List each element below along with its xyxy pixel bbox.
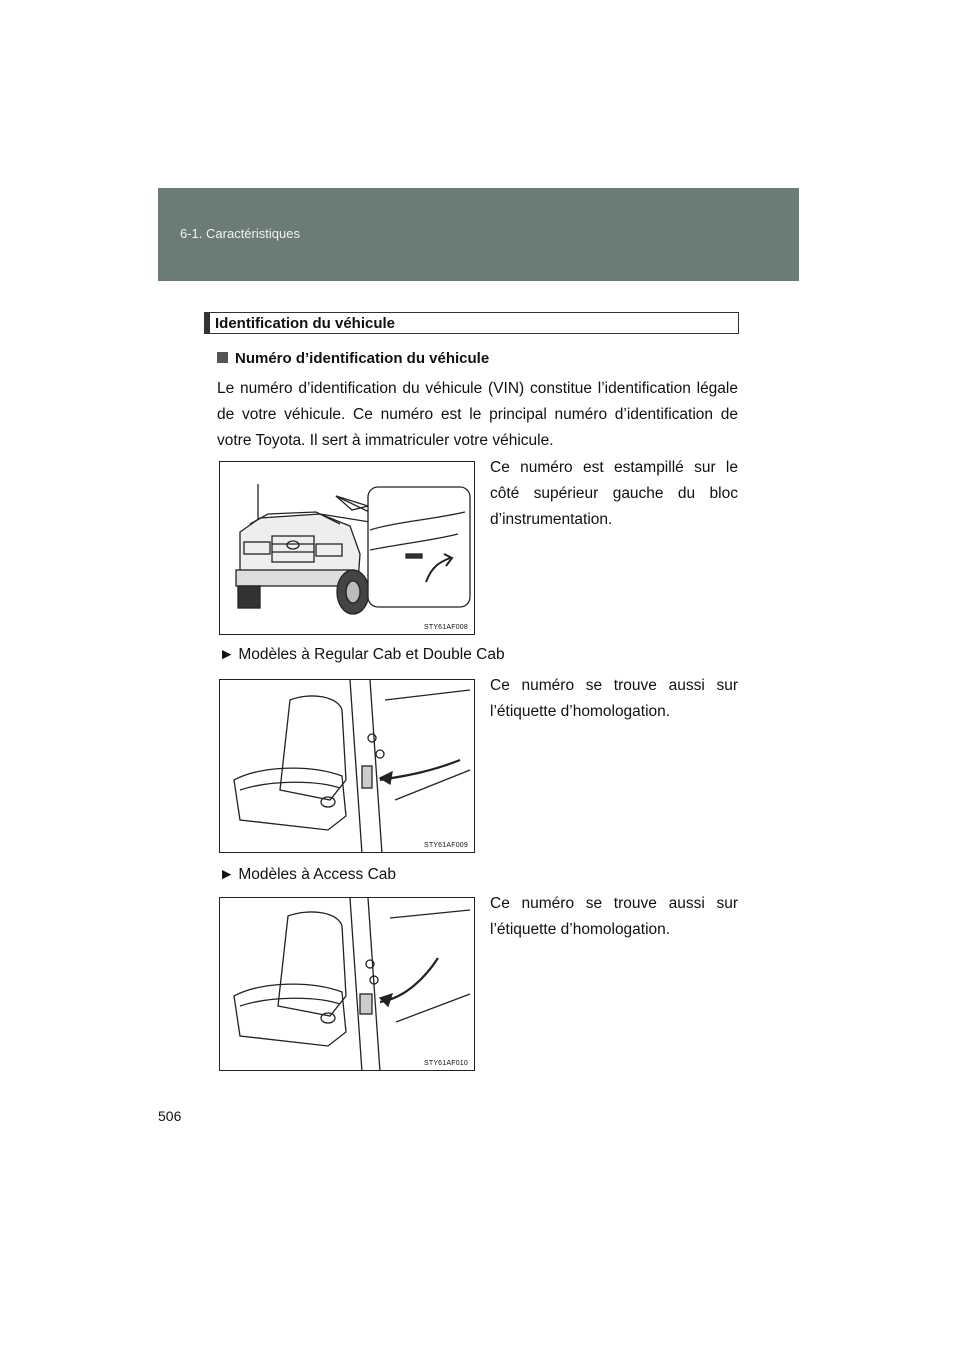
figure-caption: Ce numéro se trouve aussi sur l’étiquette d’homologation. (490, 895, 738, 938)
model-label-access (219, 866, 396, 884)
seat-illustration (220, 898, 475, 1071)
section-title: Identification du véhicule (215, 315, 396, 332)
figure-code: STY61AF008 (423, 624, 468, 631)
header-band (158, 188, 799, 281)
truck-illustration (220, 462, 475, 635)
intro-paragraph: Le numéro d’identification du véhicule (VIN) constitue l’identification légale de votre véhicule. Ce numéro est le principal numéro d’identification de votre Toyota. Il sert à immatriculer votre véhicule. (217, 380, 738, 449)
section-tab (205, 313, 210, 333)
seat-illustration (220, 680, 475, 853)
section-title-bar (204, 312, 739, 334)
subheading-text: Numéro d’identification du véhicule (235, 350, 490, 367)
figure-caption: Ce numéro est estampillé sur le côté supérieur gauche du bloc d’instrumentation. (490, 459, 738, 528)
figure-code: STY61AF010 (423, 1060, 468, 1067)
model-label-regular-double (219, 646, 505, 664)
figure-vin-dashboard (219, 461, 475, 635)
figure-vin-label-regular (219, 679, 475, 853)
model-text: Modèles à Access Cab (238, 866, 397, 883)
section-header-label: 6-1. Caractéristiques (180, 226, 300, 241)
page-number: 506 (158, 1108, 182, 1124)
triangle-right-icon: ► (219, 866, 235, 883)
figure-caption: Ce numéro se trouve aussi sur l’étiquette d’homologation. (490, 677, 738, 720)
triangle-right-icon: ► (219, 646, 235, 663)
figure-code: STY61AF009 (423, 842, 468, 849)
subheading (217, 350, 489, 367)
model-text: Modèles à Regular Cab et Double Cab (238, 646, 505, 663)
figure-vin-label-access (219, 897, 475, 1071)
square-bullet-icon (217, 352, 228, 363)
